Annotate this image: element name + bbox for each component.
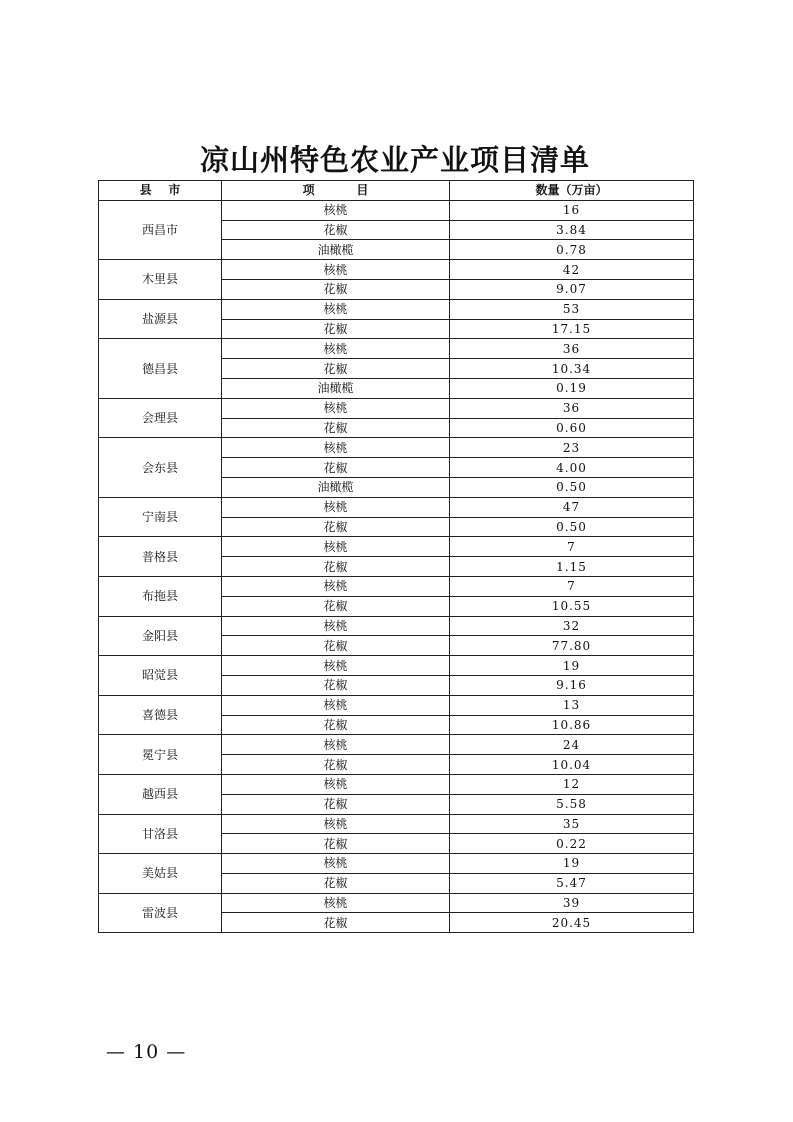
item-cell: 花椒: [222, 675, 450, 695]
page-title: 凉山州特色农业产业项目清单: [199, 143, 590, 177]
county-cell: 会理县: [99, 398, 222, 438]
county-cell: 美姑县: [99, 854, 222, 894]
item-cell: 核桃: [222, 497, 450, 517]
table-row: [99, 200, 694, 220]
county-cell: 普格县: [99, 537, 222, 577]
quantity-cell: 10.86: [450, 715, 694, 735]
quantity-cell: 3.84: [450, 220, 694, 240]
header-qty: 数量（万亩）: [450, 181, 694, 201]
quantity-cell: 10.34: [450, 359, 694, 379]
table-row: [99, 339, 694, 359]
quantity-cell: 9.07: [450, 279, 694, 299]
table-row: [99, 537, 694, 557]
item-cell: 油橄榄: [222, 378, 450, 398]
county-cell: 雷波县: [99, 893, 222, 933]
item-cell: 核桃: [222, 774, 450, 794]
table-row: [99, 854, 694, 874]
item-cell: 核桃: [222, 438, 450, 458]
county-cell: 冕宁县: [99, 735, 222, 775]
item-cell: 花椒: [222, 913, 450, 933]
table-row: [99, 438, 694, 458]
quantity-cell: 36: [450, 339, 694, 359]
item-cell: 花椒: [222, 359, 450, 379]
quantity-cell: 16: [450, 200, 694, 220]
quantity-cell: 7: [450, 537, 694, 557]
quantity-cell: 32: [450, 616, 694, 636]
quantity-cell: 10.04: [450, 755, 694, 775]
county-cell: 昭觉县: [99, 656, 222, 696]
table-row: [99, 616, 694, 636]
county-cell: 喜德县: [99, 695, 222, 735]
county-cell: 西昌市: [99, 200, 222, 259]
item-cell: 花椒: [222, 873, 450, 893]
item-cell: 核桃: [222, 616, 450, 636]
quantity-cell: 0.78: [450, 240, 694, 260]
quantity-cell: 20.45: [450, 913, 694, 933]
table-row: [99, 398, 694, 418]
item-cell: 核桃: [222, 537, 450, 557]
item-cell: 核桃: [222, 398, 450, 418]
item-cell: 花椒: [222, 755, 450, 775]
item-cell: 核桃: [222, 695, 450, 715]
quantity-cell: 1.15: [450, 557, 694, 577]
item-cell: 花椒: [222, 834, 450, 854]
table-row: [99, 576, 694, 596]
item-cell: 花椒: [222, 220, 450, 240]
quantity-cell: 10.55: [450, 596, 694, 616]
quantity-cell: 23: [450, 438, 694, 458]
table-row: [99, 735, 694, 755]
quantity-cell: 13: [450, 695, 694, 715]
quantity-cell: 53: [450, 299, 694, 319]
quantity-cell: 7: [450, 576, 694, 596]
item-cell: 核桃: [222, 260, 450, 280]
item-cell: 花椒: [222, 517, 450, 537]
county-cell: 木里县: [99, 260, 222, 300]
item-cell: 花椒: [222, 715, 450, 735]
project-table: [98, 180, 694, 933]
table-row: [99, 695, 694, 715]
quantity-cell: 0.22: [450, 834, 694, 854]
quantity-cell: 0.50: [450, 477, 694, 497]
quantity-cell: 5.47: [450, 873, 694, 893]
table-row: [99, 299, 694, 319]
item-cell: 花椒: [222, 636, 450, 656]
county-cell: 金阳县: [99, 616, 222, 656]
item-cell: 花椒: [222, 458, 450, 478]
item-cell: 核桃: [222, 735, 450, 755]
item-cell: 花椒: [222, 794, 450, 814]
quantity-cell: 24: [450, 735, 694, 755]
item-cell: 核桃: [222, 339, 450, 359]
county-cell: 盐源县: [99, 299, 222, 339]
table-row: [99, 260, 694, 280]
quantity-cell: 17.15: [450, 319, 694, 339]
county-cell: 越西县: [99, 774, 222, 814]
header-item: 项 目: [222, 181, 450, 201]
county-cell: 甘洛县: [99, 814, 222, 854]
item-cell: 核桃: [222, 854, 450, 874]
quantity-cell: 77.80: [450, 636, 694, 656]
quantity-cell: 12: [450, 774, 694, 794]
quantity-cell: 0.50: [450, 517, 694, 537]
table-row: [99, 814, 694, 834]
quantity-cell: 42: [450, 260, 694, 280]
table-header-row: [99, 181, 694, 201]
header-county: 县 市: [99, 181, 222, 201]
item-cell: 油橄榄: [222, 240, 450, 260]
quantity-cell: 19: [450, 656, 694, 676]
table-body: [99, 200, 694, 932]
item-cell: 核桃: [222, 299, 450, 319]
county-cell: 会东县: [99, 438, 222, 497]
item-cell: 花椒: [222, 596, 450, 616]
quantity-cell: 36: [450, 398, 694, 418]
quantity-cell: 5.58: [450, 794, 694, 814]
quantity-cell: 9.16: [450, 675, 694, 695]
quantity-cell: 0.60: [450, 418, 694, 438]
item-cell: 核桃: [222, 814, 450, 834]
table-row: [99, 497, 694, 517]
item-cell: 核桃: [222, 893, 450, 913]
item-cell: 核桃: [222, 200, 450, 220]
item-cell: 花椒: [222, 279, 450, 299]
county-cell: 宁南县: [99, 497, 222, 537]
page-number: — 10 —: [106, 1041, 187, 1063]
item-cell: 花椒: [222, 319, 450, 339]
item-cell: 花椒: [222, 557, 450, 577]
county-cell: 德昌县: [99, 339, 222, 398]
quantity-cell: 4.00: [450, 458, 694, 478]
table-row: [99, 656, 694, 676]
county-cell: 布拖县: [99, 576, 222, 616]
quantity-cell: 39: [450, 893, 694, 913]
table-row: [99, 774, 694, 794]
item-cell: 油橄榄: [222, 477, 450, 497]
item-cell: 核桃: [222, 576, 450, 596]
item-cell: 核桃: [222, 656, 450, 676]
quantity-cell: 0.19: [450, 378, 694, 398]
quantity-cell: 19: [450, 854, 694, 874]
quantity-cell: 35: [450, 814, 694, 834]
table-row: [99, 893, 694, 913]
quantity-cell: 47: [450, 497, 694, 517]
item-cell: 花椒: [222, 418, 450, 438]
